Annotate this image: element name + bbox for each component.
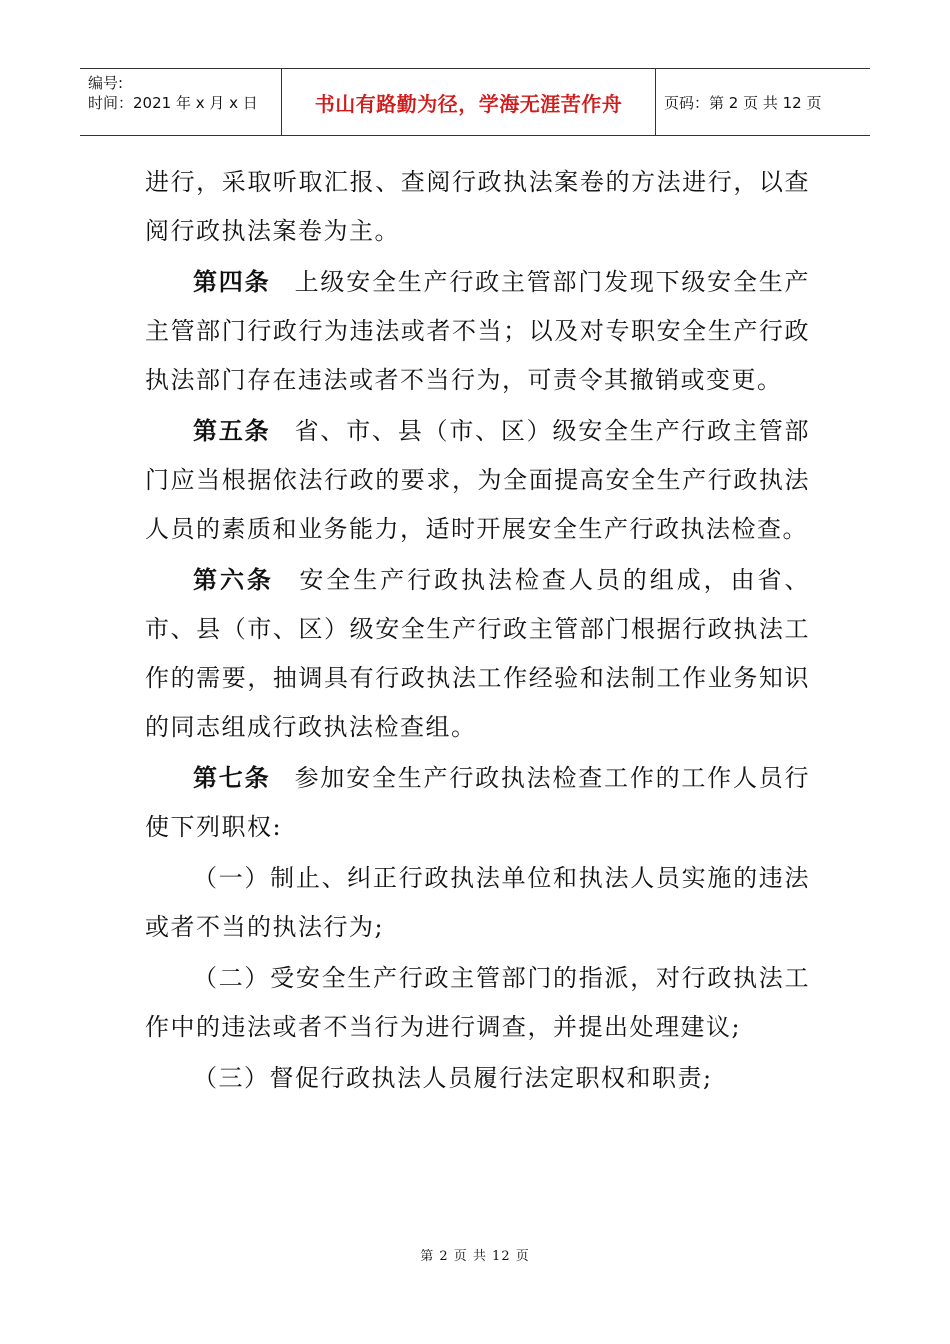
article-6: [145, 556, 810, 752]
article-5-title: 第五条: [193, 417, 271, 445]
article-6-text: 安全生产行政执法检查人员的组成，由省、市、县（市、区）级安全生产行政主管部门根据行政执法工作的需要，抽调具有行政执法工作经验和法制工作业务知识的同志组成行政执法检查组。: [145, 566, 811, 741]
article-7-text: 参加安全生产行政执法检查工作的工作人员行使下列职权:: [145, 764, 811, 841]
article-5: [145, 407, 810, 554]
article-6-title: 第六条: [193, 566, 274, 594]
article-7: [145, 754, 810, 852]
header-meta: [80, 69, 282, 135]
article-4-title: 第四条: [193, 268, 271, 296]
list-item-3: （三）督促行政执法人员履行法定职权和职责;: [193, 1064, 713, 1092]
article-5-text: 省、市、县（市、区）级安全生产行政主管部门应当根据依法行政的要求，为全面提高安全生产行政执法人员的素质和业务能力，适时开展安全生产行政执法检查。: [145, 417, 811, 543]
article-4-text: 上级安全生产行政主管部门发现下级安全生产主管部门行政行为违法或者不当；以及对专职安全生产行政执法部门存在违法或者不当行为，可责令其撤销或变更。: [145, 268, 811, 394]
document-body: [145, 158, 810, 1105]
article-4: [145, 258, 810, 405]
document-time-label: 时间：2021 年 x 月 x 日: [88, 94, 258, 112]
paragraph-continuation: 进行，采取听取汇报、查阅行政执法案卷的方法进行，以查阅行政执法案卷为主。: [145, 168, 810, 245]
list-item-2: （二）受安全生产行政主管部门的指派，对行政执法工作中的违法或者不当行为进行调查，并提出处理建议;: [145, 964, 810, 1041]
list-item-1: （一）制止、纠正行政执法单位和执法人员实施的违法或者不当的执法行为;: [145, 864, 810, 941]
header-motto: 书山有路勤为径，学海无涯苦作舟: [282, 69, 656, 135]
document-number-label: 编号:: [88, 74, 124, 92]
article-7-title: 第七条: [193, 764, 271, 792]
page-header: [80, 68, 870, 136]
header-page-info: 页码：第 2 页 共 12 页: [664, 93, 822, 112]
page-footer: 第 2 页 共 12 页: [420, 1249, 530, 1264]
